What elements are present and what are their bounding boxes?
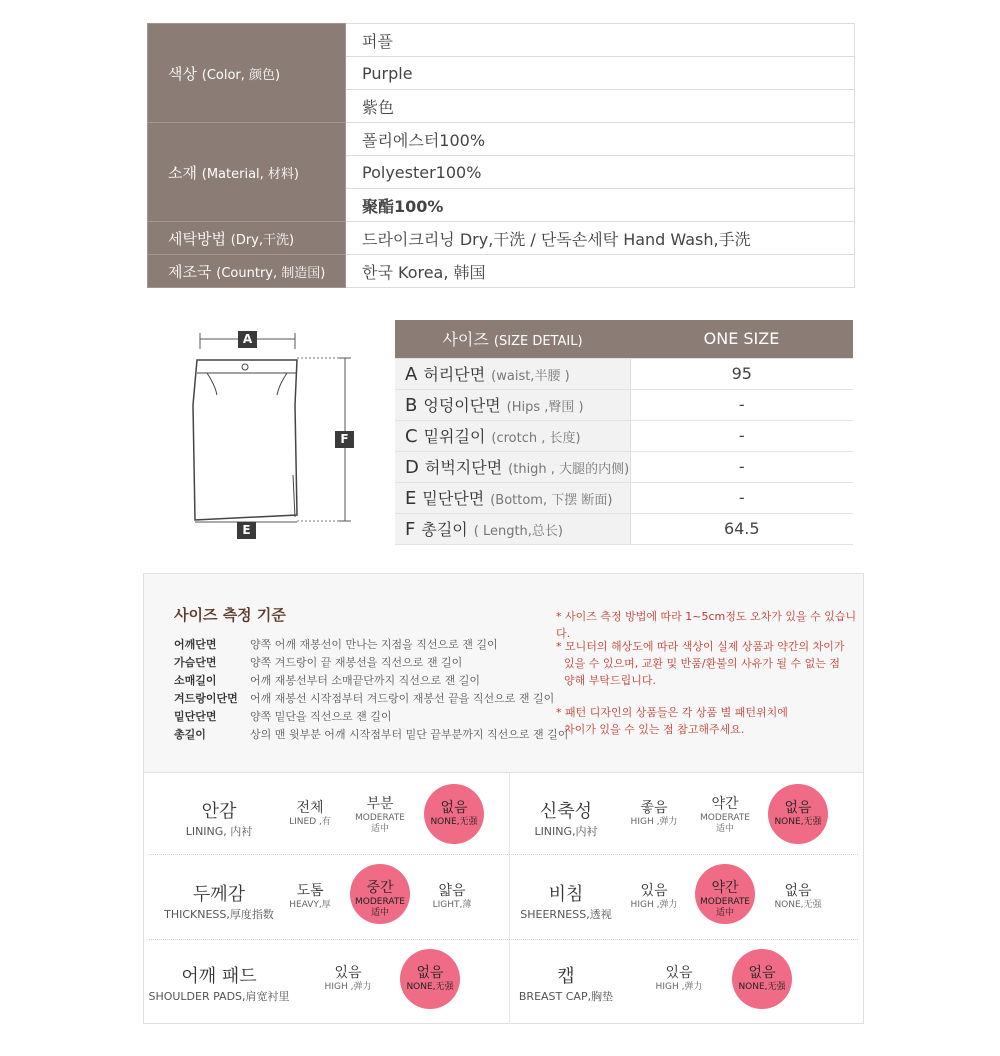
wash-value: 드라이크리닝 Dry,干洗 / 단독손세탁 Hand Wash,手洗 <box>346 222 855 255</box>
attr-breast-cap: 캡 BREAST CAP,胸垫 <box>518 966 614 1003</box>
divider <box>149 854 858 855</box>
tag-e: E <box>237 522 256 539</box>
note-monitor: * 모니터의 해상도에 따라 색상이 실제 상품과 약간의 차이가 있을 수 있으며, 교환 및 반품/환불의 사유가 될 수 없는 점 양해 부탁드립니다. <box>556 640 845 687</box>
size-row: F 총길이 ( Length,总长) 64.5 <box>395 513 853 544</box>
option-thickness-light: 얇음 LIGHT,薄 <box>432 883 472 910</box>
option-thickness-heavy: 도톰 HEAVY,厚 <box>289 883 331 910</box>
attr-lining: 안감 LINING, 内衬 <box>185 801 253 838</box>
option-stretch-high: 좋음 HIGH ,弹力 <box>630 800 678 827</box>
measure-item: 총길이 상의 맨 윗부분 어깨 시작점부터 밑단 끝부분까지 직선으로 잰 길이 <box>174 728 569 741</box>
size-row: A 허리단면 (waist,半腰 ) 95 <box>395 358 853 389</box>
measure-item: 어깨단면 양쪽 어깨 재봉선이 만나는 지점을 직선으로 잰 길이 <box>174 638 498 651</box>
material-value: Polyester100% <box>346 156 855 189</box>
attr-shoulder-pads: 어깨 패드 SHOULDER PADS,肩宽衬里 <box>148 966 290 1003</box>
measure-item: 가슴단면 양쪽 겨드랑이 끝 재봉선을 직선으로 잰 길이 <box>174 656 463 669</box>
material-value: 폴리에스터100% <box>346 123 855 156</box>
option-sheer-high: 있음 HIGH ,弹力 <box>630 883 678 910</box>
size-value: - <box>630 451 853 482</box>
size-header-onesize: ONE SIZE <box>630 320 853 358</box>
attr-thickness: 두께감 THICKNESS,厚度指数 <box>164 884 274 921</box>
option-sheer-none: 없음 NONE,无强 <box>774 883 822 910</box>
size-value: 95 <box>630 358 853 389</box>
option-stretch-moderate: 약간 MODERATE 适中 <box>700 796 750 834</box>
size-row: E 밑단단면 (Bottom, 下摆 断面) - <box>395 482 853 513</box>
size-row: D 허벅지단면 (thigh , 大腿的内侧) - <box>395 451 853 482</box>
size-guide-box <box>143 573 864 1024</box>
size-detail-table <box>395 320 853 545</box>
tag-f: F <box>335 431 354 448</box>
color-value: 퍼플 <box>346 24 855 57</box>
note-pattern: * 패턴 디자인의 상품들은 각 상품 별 패턴위치에 차이가 있을 수 있는 점 참고해주세요. <box>556 706 788 736</box>
size-row: C 밑위길이 (crotch , 长度) - <box>395 420 853 451</box>
measure-item: 소매길이 어깨 재봉선부터 소매끝단까지 직선으로 잰 길이 <box>174 674 481 687</box>
option-shoulder-yes: 있음 HIGH ,弹力 <box>324 965 372 992</box>
material-value: 聚酯100% <box>346 189 855 222</box>
option-thickness-moderate-selected: 중간 MODERATE 适中 <box>345 877 415 919</box>
color-value: Purple <box>346 57 855 90</box>
color-value: 紫色 <box>346 90 855 123</box>
size-value: - <box>630 420 853 451</box>
tag-a: A <box>238 331 257 348</box>
size-row: B 엉덩이단면 (Hips ,臀围 ) - <box>395 389 853 420</box>
divider <box>149 939 858 940</box>
wash-label: 세탁방법 (Dry,干洗) <box>148 222 346 255</box>
size-value: - <box>630 482 853 513</box>
material-label: 소재 (Material, 材料) <box>148 123 346 222</box>
skirt-diagram <box>185 325 365 545</box>
size-value: 64.5 <box>630 513 853 544</box>
country-label: 제조국 (Country, 制造国) <box>148 255 346 288</box>
option-cap-none-selected: 없음 NONE,无强 <box>727 962 797 993</box>
measure-item: 밑단단면 양쪽 밑단을 직선으로 잰 길이 <box>174 710 392 723</box>
fabric-attributes <box>144 772 863 1023</box>
measure-item: 겨드랑이단면 어깨 재봉선 시작점부터 겨드랑이 재봉선 끝을 직선으로 잰 길이 <box>174 692 555 705</box>
option-lining-full: 전체 LINED ,有 <box>289 800 331 827</box>
note-tolerance: * 사이즈 측정 방법에 따라 1~5cm정도 오차가 있을 수 있습니다. <box>556 610 857 640</box>
option-shoulder-none-selected: 없음 NONE,无强 <box>395 962 465 993</box>
option-lining-partial: 부분 MODERATE 适中 <box>355 796 405 834</box>
option-cap-yes: 있음 HIGH ,弹力 <box>655 965 703 992</box>
color-label: 색상 (Color, 颜色) <box>148 24 346 123</box>
option-sheer-moderate-selected: 약간 MODERATE 适中 <box>690 877 760 919</box>
country-value: 한국 Korea, 韩国 <box>346 255 855 288</box>
measure-title: 사이즈 측정 기준 <box>174 606 286 624</box>
size-value: - <box>630 389 853 420</box>
option-stretch-none-selected: 없음 NONE,无强 <box>763 797 833 828</box>
attr-sheer: 비침 SHEERNESS,透视 <box>520 884 612 921</box>
option-lining-none-selected: 없음 NONE,无强 <box>419 797 489 828</box>
size-header-label: 사이즈 (SIZE DETAIL) <box>395 320 630 358</box>
attr-stretch: 신축성 LINING,内衬 <box>534 801 598 838</box>
product-info-table <box>147 23 855 288</box>
